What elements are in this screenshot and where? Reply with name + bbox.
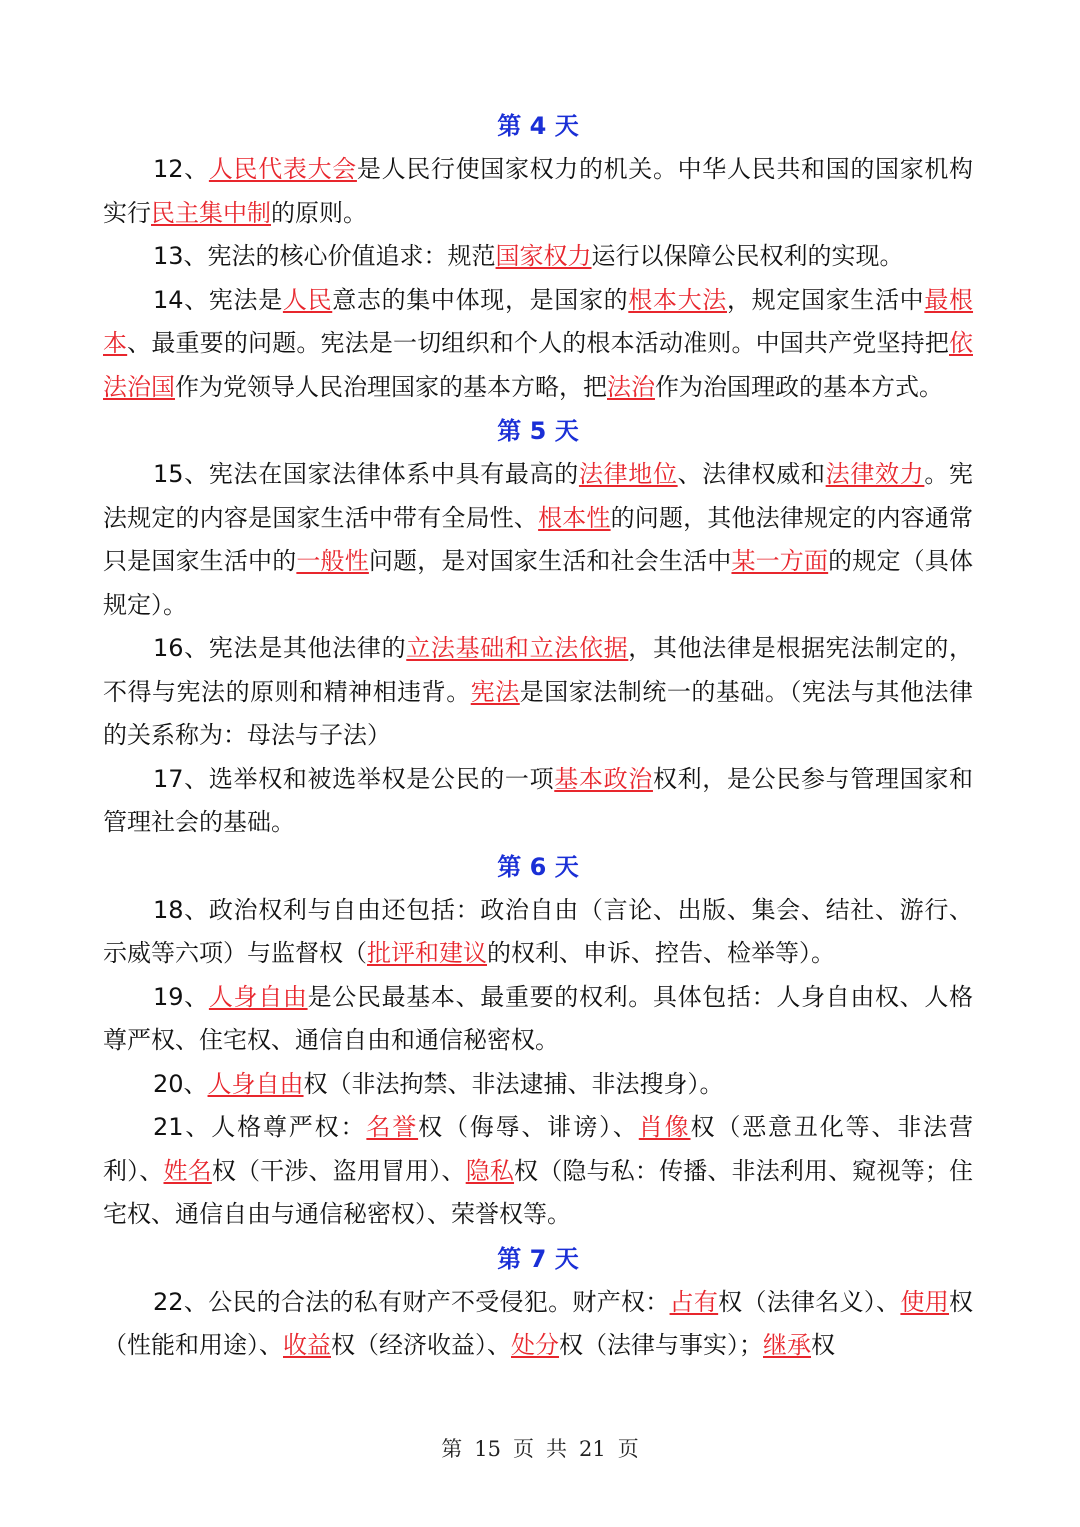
numbered-paragraph bbox=[103, 889, 973, 976]
paragraph-text: 权（非法拘禁、非法逮捕、非法搜身）。 bbox=[303, 1069, 724, 1098]
paragraph-text: 权（恶意丑化等、非法营利）、 bbox=[103, 1113, 974, 1185]
day-heading: 第 6 天 bbox=[497, 852, 579, 881]
footer-label-gong: 共 bbox=[546, 1437, 567, 1461]
footer-label-ye-2: 页 bbox=[617, 1437, 639, 1461]
numbered-paragraph bbox=[103, 279, 973, 410]
highlighted-term: 法治 bbox=[607, 372, 655, 401]
highlighted-term: 依法治国 bbox=[103, 329, 973, 401]
highlighted-term: 人身自由 bbox=[207, 1069, 304, 1098]
paragraph-text: 的规定（具体规定）。 bbox=[103, 547, 974, 619]
highlighted-term: 根本大法 bbox=[628, 285, 727, 314]
paragraph-text: 、最重要的问题。宪法是一切组织和个人的根本活动准则。中国共产党坚持把 bbox=[127, 329, 949, 357]
paragraph-text: 问题，是对国家生活和社会生活中 bbox=[368, 547, 732, 575]
paragraph-text: 运行以保障公民权利的实现。 bbox=[591, 242, 904, 270]
numbered-paragraph bbox=[103, 453, 973, 627]
footer-label-di: 第 bbox=[441, 1437, 463, 1461]
highlighted-term: 人民 bbox=[282, 285, 333, 314]
paragraph-text: 权（法律名义）、 bbox=[718, 1287, 901, 1316]
highlighted-term: 某一方面 bbox=[731, 547, 829, 575]
paragraph-text: 权利，是公民参与管理国家和管理社会的基础。 bbox=[103, 764, 973, 836]
highlighted-term: 法律地位 bbox=[578, 460, 678, 488]
paragraph-text: 、法律权威和 bbox=[677, 460, 826, 488]
numbered-paragraph bbox=[103, 627, 973, 758]
page-footer bbox=[0, 1433, 1080, 1463]
paragraph-text: 22、公民的合法的私有财产不受侵犯。财产权： bbox=[153, 1287, 670, 1316]
highlighted-term: 名誉 bbox=[366, 1113, 419, 1141]
paragraph-text: 的权利、申诉、控告、检举等）。 bbox=[487, 939, 835, 967]
highlighted-term: 法律效力 bbox=[825, 460, 925, 488]
highlighted-term: 一般性 bbox=[296, 547, 369, 575]
highlighted-term: 基本政治 bbox=[554, 764, 653, 793]
highlighted-term: 占有 bbox=[669, 1287, 719, 1316]
footer-page-total: 21 bbox=[579, 1437, 606, 1461]
highlighted-term: 肖像 bbox=[638, 1113, 691, 1141]
day-heading: 第 7 天 bbox=[497, 1244, 579, 1273]
paragraph-text: 是人民行使国家权力的机关。中华人民共和国的国家机构实行 bbox=[103, 155, 974, 227]
highlighted-term: 继承 bbox=[763, 1331, 811, 1359]
highlighted-term: 收益 bbox=[283, 1331, 331, 1359]
paragraph-text: 13、宪法的核心价值追求：规范 bbox=[153, 242, 496, 270]
highlighted-term: 处分 bbox=[511, 1331, 559, 1359]
numbered-paragraph bbox=[103, 976, 973, 1063]
highlighted-term: 根本性 bbox=[538, 503, 611, 532]
highlighted-term: 宪法 bbox=[470, 677, 520, 706]
highlighted-term: 隐私 bbox=[465, 1156, 515, 1185]
numbered-paragraph bbox=[103, 148, 973, 235]
highlighted-term: 最根本 bbox=[103, 285, 974, 357]
paragraph-text: 12、 bbox=[153, 155, 209, 183]
paragraph-text: 是国家法制统一的基础。（宪法与其他法律的关系称为：母法与子法） bbox=[103, 677, 974, 749]
numbered-paragraph bbox=[103, 1106, 973, 1237]
paragraph-text: ，规定国家生活中 bbox=[726, 285, 925, 314]
highlighted-term: 人民代表大会 bbox=[208, 155, 357, 183]
paragraph-text: 作为党领导人民治理国家的基本方略，把 bbox=[175, 372, 607, 401]
paragraph-text: 15、宪法在国家法律体系中具有最高的 bbox=[153, 460, 579, 488]
paragraph-text: 权（侮辱、诽谤）、 bbox=[418, 1113, 639, 1141]
day-heading: 第 4 天 bbox=[497, 112, 579, 140]
paragraph-text: 权（经济收益）、 bbox=[331, 1331, 511, 1359]
paragraph-text: 的问题，其他法律规定的内容通常只是国家生活中的 bbox=[103, 503, 974, 575]
paragraph-text: 。宪法规定的内容是国家生活中带有全局性、 bbox=[103, 460, 974, 532]
highlighted-term: 姓名 bbox=[163, 1156, 212, 1185]
numbered-paragraph bbox=[103, 758, 973, 845]
highlighted-term: 批评和建议 bbox=[367, 939, 487, 967]
highlighted-term: 立法基础和立法依据 bbox=[406, 634, 629, 662]
paragraph-text: 17、选举权和被选举权是公民的一项 bbox=[153, 764, 555, 793]
paragraph-text: 权（法律与事实）； bbox=[559, 1331, 763, 1359]
paragraph-text: 权（隐与私：传播、非法利用、窥视等；住宅权、通信自由与通信秘密权）、荣誉权等。 bbox=[103, 1156, 974, 1228]
paragraph-text: 权 bbox=[811, 1331, 835, 1359]
document-body bbox=[103, 104, 973, 1368]
paragraph-text: 18、政治权利与自由还包括：政治自由（言论、出版、集会、结社、游行、示威等六项）与监督权（ bbox=[103, 895, 973, 967]
numbered-paragraph bbox=[103, 1063, 973, 1107]
highlighted-term: 民主集中制 bbox=[151, 198, 271, 227]
footer-label-ye: 页 bbox=[513, 1437, 534, 1461]
paragraph-text: 19、 bbox=[153, 982, 209, 1011]
highlighted-term: 人身自由 bbox=[208, 982, 308, 1011]
paragraph-text: 14、宪法是 bbox=[153, 285, 283, 314]
paragraph-text: 16、宪法是其他法律的 bbox=[153, 634, 407, 662]
paragraph-text: 的原则。 bbox=[271, 198, 367, 227]
numbered-paragraph bbox=[103, 235, 973, 279]
paragraph-text: 21、人格尊严权： bbox=[153, 1113, 367, 1141]
day-heading: 第 5 天 bbox=[497, 417, 579, 445]
paragraph-text: 20、 bbox=[153, 1069, 208, 1098]
paragraph-text: 权（干涉、盗用冒用）、 bbox=[211, 1156, 466, 1185]
paragraph-text: ，其他法律是根据宪法制定的，不得与宪法的原则和精神相违背。 bbox=[103, 634, 974, 706]
highlighted-term: 使用 bbox=[900, 1287, 950, 1316]
footer-page-current: 15 bbox=[474, 1437, 501, 1461]
paragraph-text: 意志的集中体现，是国家的 bbox=[332, 285, 629, 314]
paragraph-text: 是公民最基本、最重要的权利。具体包括：人身自由权、人格尊严权、住宅权、通信自由和通信秘密权。 bbox=[103, 982, 974, 1054]
paragraph-text: 作为治国理政的基本方式。 bbox=[655, 372, 943, 401]
highlighted-term: 国家权力 bbox=[495, 242, 592, 270]
paragraph-text: 权（性能和用途）、 bbox=[103, 1287, 974, 1359]
numbered-paragraph bbox=[103, 1281, 973, 1368]
